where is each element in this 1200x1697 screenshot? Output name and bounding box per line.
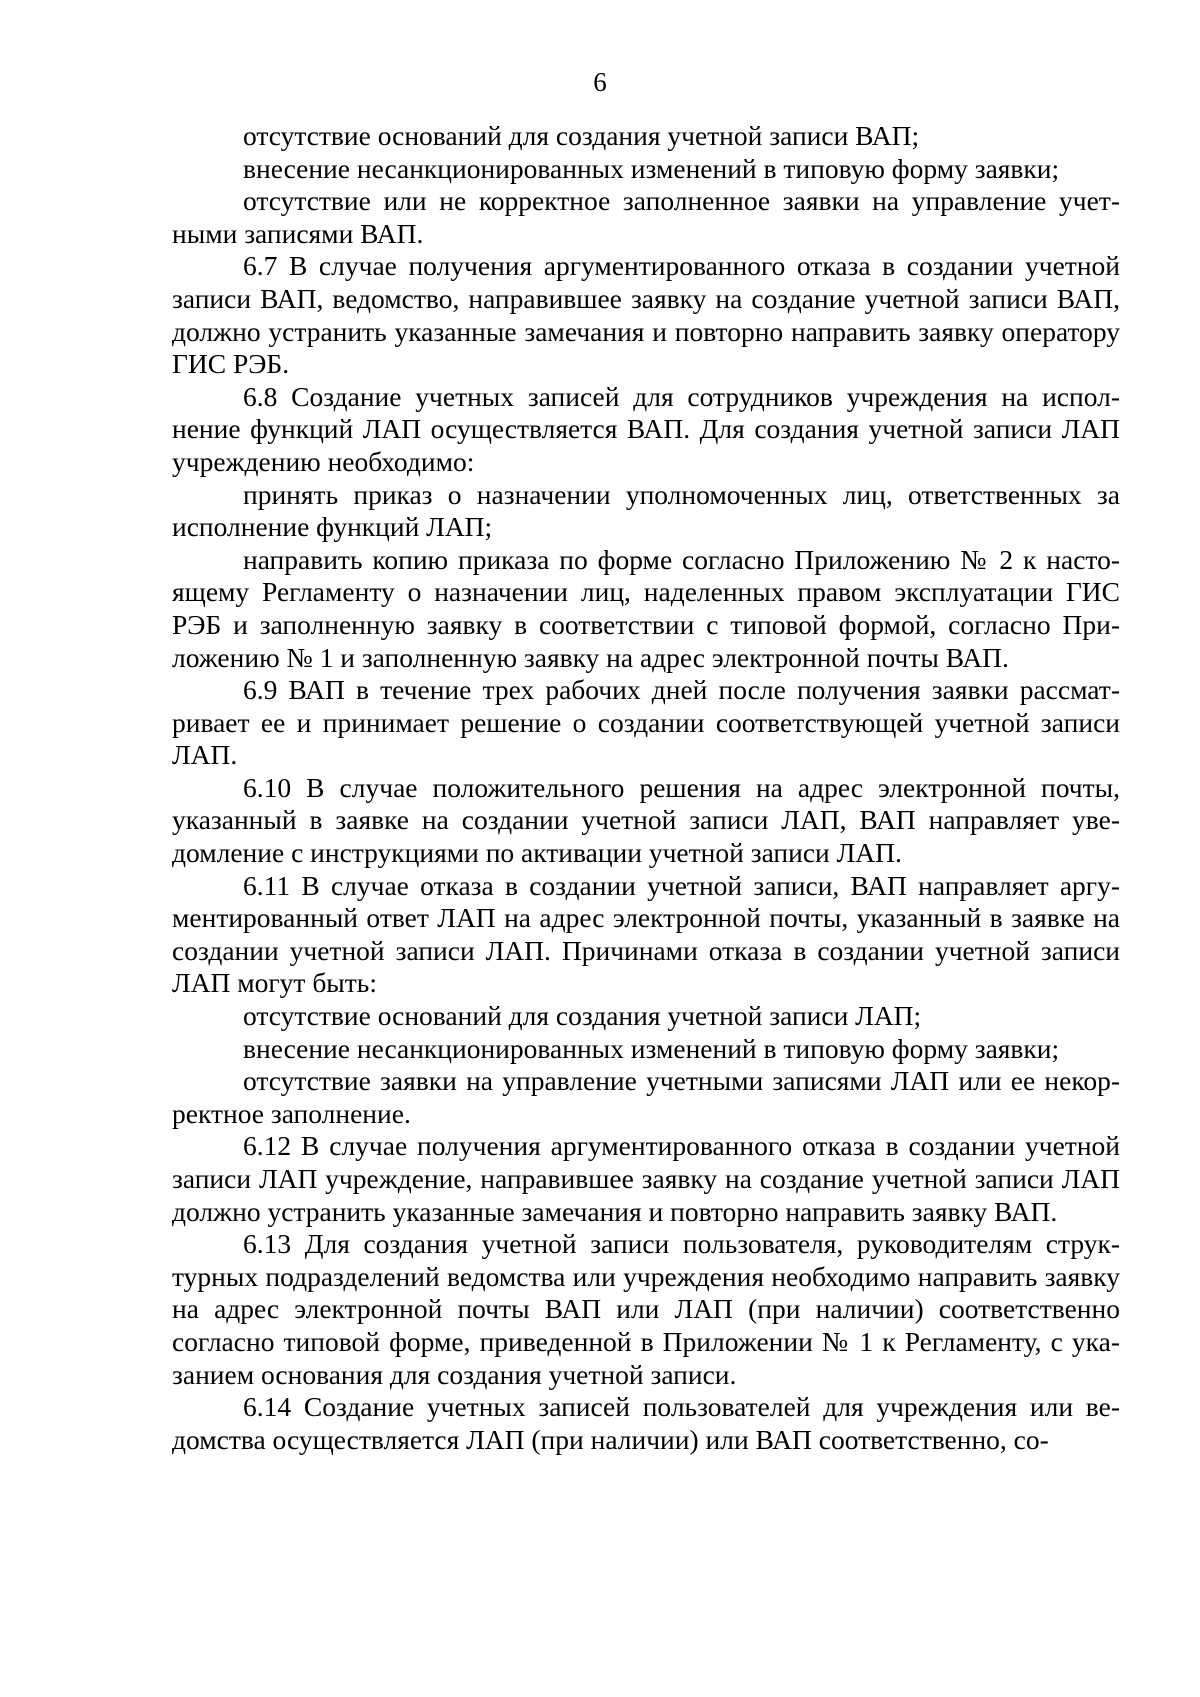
paragraph-6-7: 6.7 В случае получения аргументированного отказа в создании учетной записи ВАП, ведомство, направившее заявку на создание учетной записи ВАП, должно устранить указанные замечания и повторно направить заявку оператору ГИС РЭБ. bbox=[172, 250, 1120, 380]
paragraph-6-9: 6.9 ВАП в течение трех рабочих дней после получения заявки рассматривает ее и принимает решение о создании соответствующей учетной записи ЛАП. bbox=[172, 674, 1120, 771]
paragraph-no-grounds-vap: отсутствие оснований для создания учетной записи ВАП; bbox=[243, 120, 920, 151]
paragraph-send-order-copy: направить копию приказа по форме согласно Приложению № 2 к настоящему Регламенту о назначении лиц, наделенных правом эксплуатации ГИС РЭБ и заполненную заявку в соответствии с типовой формой, согласно Приложению № 1 и заполненную заявку на адрес электронной почты ВАП. bbox=[172, 543, 1120, 673]
paragraph-no-grounds-lap: отсутствие оснований для создания учетной записи ЛАП; bbox=[243, 1000, 922, 1032]
paragraph-6-12: 6.12 В случае получения аргументированного отказа в создании учетной записи ЛАП учреждение, направившее заявку на создание учетной записи ЛАП должно устранить указанные замечания и повторно направить заявку ВАП. bbox=[172, 1130, 1120, 1227]
document-body bbox=[172, 120, 1120, 1456]
paragraph-6-10: 6.10 В случае положительного решения на адрес электронной почты, указанный в заявке на создании учетной записи ЛАП, ВАП направляет уведомление с инструкциями по активации учетной записи ЛАП. bbox=[172, 771, 1120, 869]
paragraph-unauthorized-changes-1: внесение несанкционированных изменений в типовую форму заявки; bbox=[243, 152, 1060, 184]
paragraph-adopt-order: принять приказ о назначении уполномоченных лиц, ответственных за исполнение функций ЛАП; bbox=[172, 478, 1120, 543]
paragraph-missing-request-vap: отсутствие или не корректное заполненное заявки на управление учетными записями ВАП. bbox=[172, 185, 1120, 249]
paragraph-6-11: 6.11 В случае отказа в создании учетной записи, ВАП направляет аргументированный ответ ЛАП на адрес электронной почты, указанный в заявке на создании учетной записи ЛАП. Причинами отказа в создании учетной записи ЛАП могут быть: bbox=[172, 869, 1120, 999]
paragraph-missing-request-lap: отсутствие заявки на управление учетными записями ЛАП или ее некорректное заполнение. bbox=[172, 1065, 1120, 1129]
paragraph-6-13: 6.13 Для создания учетной записи пользователя, руководителям структурных подразделений ведомства или учреждения необходимо направить заявку на адрес электронной почты ВАП или ЛАП (при наличии) соответственно согласно типовой форме, приведенной в Приложении № 1 к Регламенту, с указанием основания для создания учетной записи. bbox=[172, 1228, 1120, 1390]
paragraph-unauthorized-changes-2: внесение несанкционированных изменений в типовую форму заявки; bbox=[243, 1032, 1060, 1064]
page-number: 6 bbox=[593, 67, 607, 97]
paragraph-6-8: 6.8 Создание учетных записей для сотрудников учреждения на исполнение функций ЛАП осуществляется ВАП. Для создания учетной записи ЛАП учреждению необходимо: bbox=[172, 380, 1120, 477]
paragraph-6-14: 6.14 Создание учетных записей пользователей для учреждения или ведомства осуществляется ЛАП (при наличии) или ВАП соответственно, со- bbox=[172, 1391, 1120, 1455]
